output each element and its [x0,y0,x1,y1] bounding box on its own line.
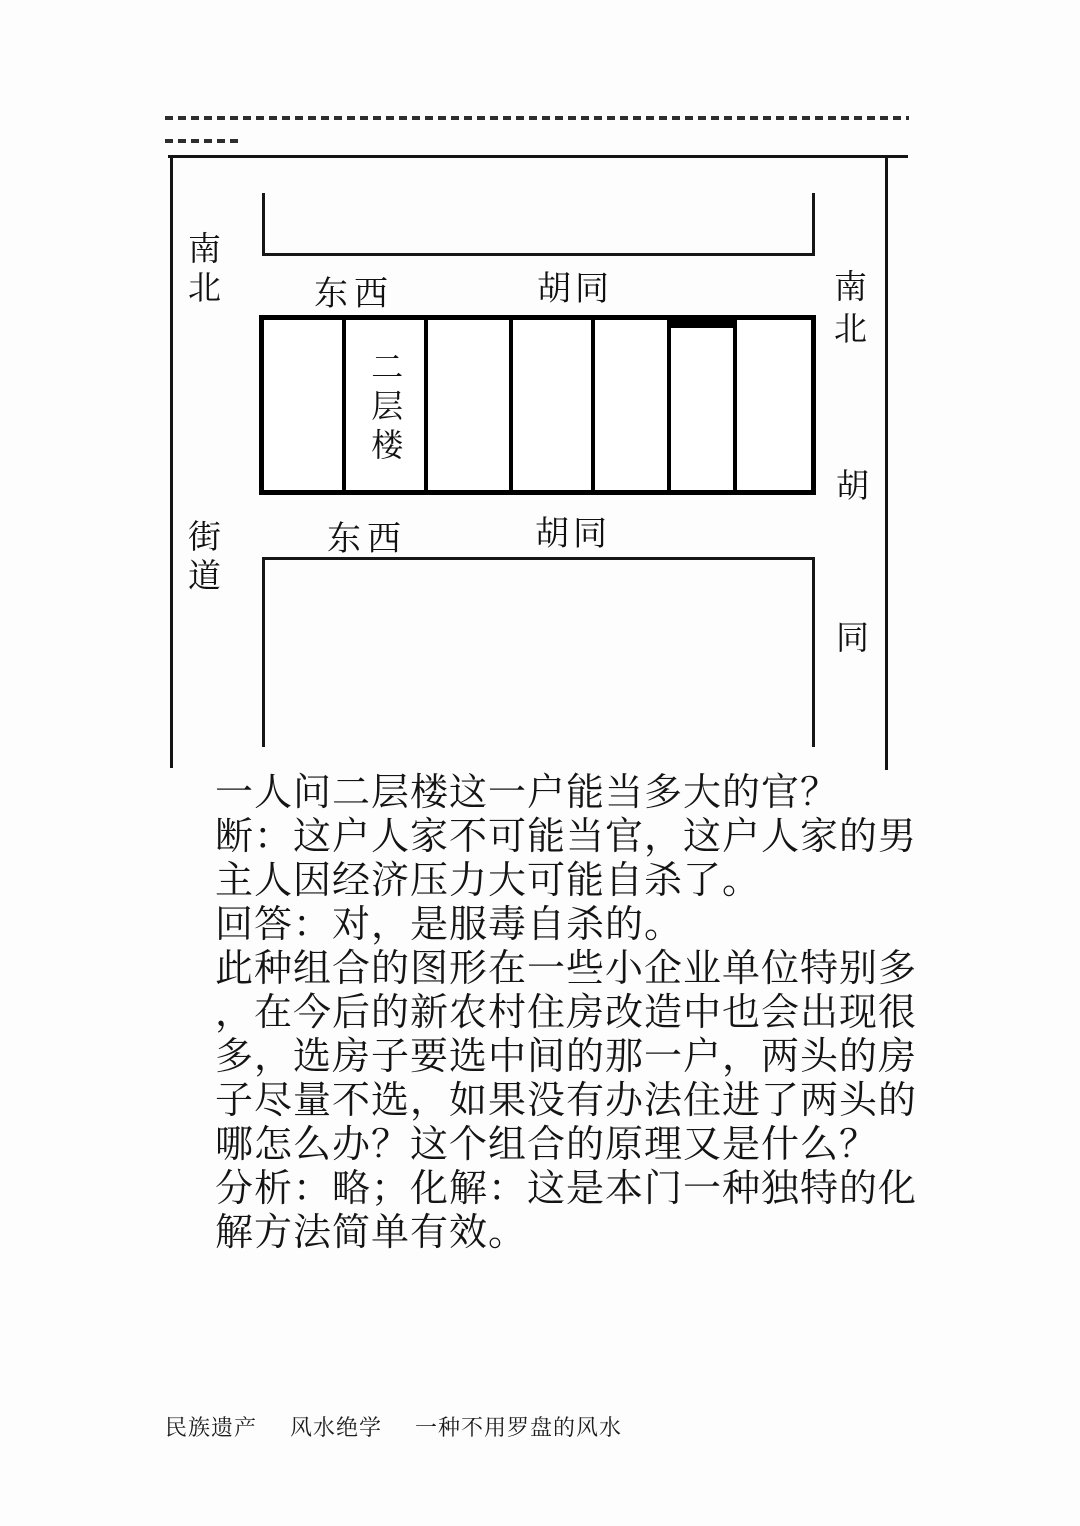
text-line: 此种组合的图形在一些小企业单位特别多 [215,948,918,990]
footer-segment: 一种不用罗盘的风水 [415,1415,623,1440]
text-line: 断：这户人家不可能当官，这户人家的男 [215,816,918,858]
house-cell-two-story [346,320,428,490]
house-cell-7 [737,320,811,490]
diagram-outer-left-border [170,157,173,768]
dashed-separator-line-2 [165,139,239,143]
text-line: 回答：对，是服毒自杀的。 [215,904,684,946]
label-street-left: 街道 [184,519,221,597]
house-cell-3 [428,320,513,490]
text-line: 子尽量不选，如果没有办法住进了两头的 [215,1080,918,1122]
label-alley-right-tong: 同 [832,620,869,659]
house-cell-thick-top [671,320,738,490]
house-cell-1 [264,320,346,490]
text-line: 分析：略；化解：这是本门一种独特的化 [215,1168,918,1210]
label-north-south-right: 南北 [830,269,867,353]
text-line: ，在今后的新农村住房改造中也会出现很 [215,992,918,1034]
text-line: 一人问二层楼这一户能当多大的官？ [215,772,840,814]
text-line: 主人因经济压力大可能自杀了。 [215,860,762,902]
diagram-outer-top-border [168,155,908,158]
paragraph-question-answer [215,771,917,947]
diagram-outer-right-border [885,157,888,770]
label-alley-right-hu: 胡 [832,468,869,507]
house-cell-5 [595,320,671,490]
label-hutong-bottom: 胡同 [535,515,611,553]
dashed-separator-line-1 [165,116,909,120]
label-north-south-left: 南北 [184,231,221,309]
upper-courtyard-rect [262,193,815,256]
label-east-west-top: 东西 [314,275,394,313]
text-line: 哪怎么办？这个组合的原理又是什么？ [215,1124,879,1166]
page-footer [165,1411,622,1442]
paragraph-explanation [215,947,917,1255]
two-story-building-label: 二层楼 [367,349,404,467]
label-hutong-top: 胡同 [537,270,613,308]
footer-segment: 风水绝学 [290,1415,383,1440]
text-line: 解方法简单有效。 [215,1212,528,1254]
label-east-west-bottom: 东西 [327,520,407,558]
house-row [259,315,816,495]
lower-courtyard-rect [262,557,815,747]
house-cell-4 [513,320,595,490]
text-line: 多，选房子要选中间的那一户，两头的房 [215,1036,918,1078]
footer-segment: 民族遗产 [165,1415,258,1440]
